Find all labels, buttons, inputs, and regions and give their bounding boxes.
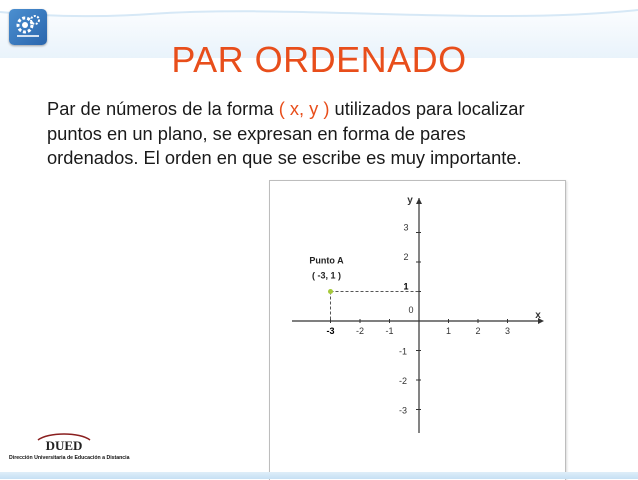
y-tick-label: 2 — [403, 252, 409, 262]
x-tick-label: 1 — [445, 326, 452, 336]
point-a-coords: ( -3, 1 ) — [311, 270, 342, 281]
body-text-end: utilizados para localizar puntos en un plano, se expresan en forma de pares ordenados. El orden en que se escribe es muy importante. — [47, 98, 525, 168]
point-a-name: Punto A — [309, 255, 344, 266]
x-tick-label: 2 — [475, 326, 481, 336]
dued-logo — [34, 430, 94, 454]
dued-caption: Dirección Universitaria de Educación a Distancia — [9, 455, 130, 461]
x-axis-label: x — [535, 310, 541, 321]
x-tick-label: -1 — [385, 326, 394, 336]
y-axis-arrow — [416, 198, 422, 204]
y-tick-label: 3 — [403, 222, 409, 233]
origin-label: 0 — [408, 305, 414, 315]
page-title: PAR ORDENADO — [171, 39, 467, 80]
y-tick-label: 1 — [403, 281, 409, 292]
dued-logo-text: DUED — [45, 438, 83, 453]
footer-band — [0, 472, 638, 479]
cartesian-plane-figure — [269, 180, 566, 480]
y-axis-label: y — [407, 195, 413, 206]
x-tick-label: 3 — [504, 326, 511, 336]
body-text-start: Par de números de la forma — [47, 98, 279, 119]
y-tick-label: -2 — [398, 376, 408, 386]
body-paragraph — [47, 97, 547, 171]
cartesian-plane — [270, 181, 565, 480]
x-tick-label: -2 — [355, 326, 365, 336]
x-tick-label: -3 — [326, 326, 335, 336]
y-tick-label: -1 — [398, 346, 408, 357]
point-a-marker — [328, 289, 333, 294]
coordinate-form-highlight: ( x, y ) — [278, 98, 330, 119]
y-tick-label: -3 — [398, 405, 408, 416]
